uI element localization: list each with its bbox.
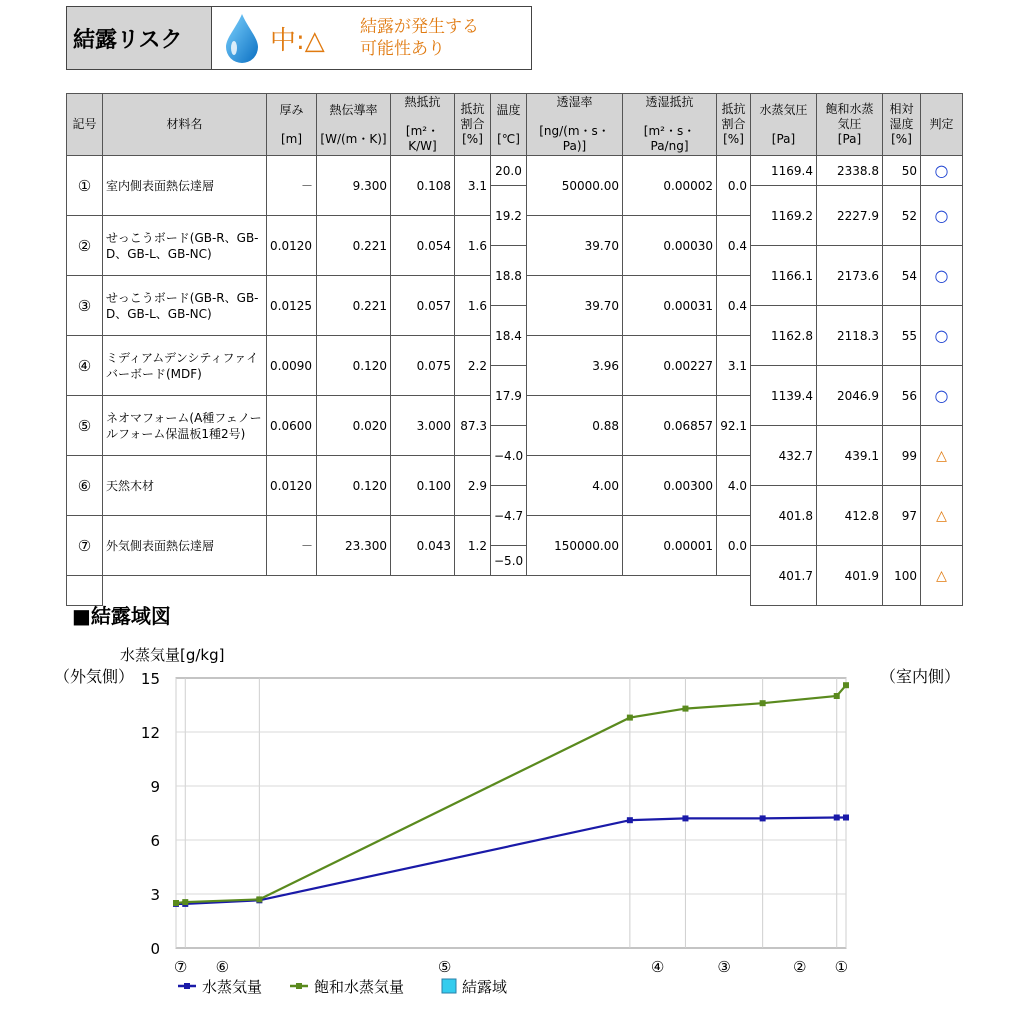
conductivity-cell: 0.120: [317, 456, 391, 516]
permeability-cell: 150000.00: [527, 516, 623, 576]
material-name: 室内側表面熱伝達層: [103, 156, 267, 216]
header-thickness: 厚み [m]: [267, 94, 317, 156]
judgement-cell: ○: [921, 246, 963, 306]
judgement-cell: △: [921, 546, 963, 606]
legend-vapor-marker: [184, 983, 190, 989]
condensation-chart: [0, 630, 1024, 1024]
temperature-cell: 18.8: [491, 246, 527, 306]
judgement-cell: ○: [921, 306, 963, 366]
moisture-resistance-cell: 0.00030: [623, 216, 717, 276]
risk-description: [360, 16, 479, 60]
indoor-side-label: （室内側）: [880, 667, 961, 686]
relative-humidity-cell: 100: [883, 546, 921, 606]
conductivity-cell: 0.221: [317, 276, 391, 336]
moisture-ratio-cell: 3.1: [717, 336, 751, 396]
header-relative-humidity: 相対湿度 [%]: [883, 94, 921, 156]
layer-label: ②: [792, 958, 807, 976]
resistance-ratio-cell: 1.6: [455, 216, 491, 276]
layer-label: ③: [717, 958, 731, 976]
vapor-pressure-cell: 1166.1: [751, 246, 817, 306]
resistance-ratio-cell: 2.2: [455, 336, 491, 396]
outdoor-side-label: （外気側）: [54, 667, 135, 686]
permeability-cell: 4.00: [527, 456, 623, 516]
material-name: 外気側表面熱伝達層: [103, 516, 267, 576]
saturated-point: [843, 682, 849, 688]
y-axis-label: 水蒸気量[g/kg]: [120, 646, 225, 664]
legend-saturated-marker: [296, 983, 302, 989]
moisture-resistance-cell: 0.00002: [623, 156, 717, 216]
relative-humidity-cell: 54: [883, 246, 921, 306]
layer-number: ④: [67, 336, 103, 396]
layer-table: [66, 93, 963, 636]
thermal-resistance-cell: 0.057: [391, 276, 455, 336]
saturated-point: [760, 700, 766, 706]
saturated-pressure-cell: 412.8: [817, 486, 883, 546]
header-vapor-pressure: 水蒸気圧 [Pa]: [751, 94, 817, 156]
vapor-pressure-cell: 1162.8: [751, 306, 817, 366]
y-tick-label: 15: [140, 670, 160, 688]
thickness-cell: 0.0125: [267, 276, 317, 336]
temperature-cell: 19.2: [491, 186, 527, 246]
saturated-point: [182, 899, 188, 905]
layer-number: ③: [67, 276, 103, 336]
risk-label: 結露リスク: [67, 7, 212, 69]
material-name: ミディアムデンシティファイバーボード(MDF): [103, 336, 267, 396]
moisture-ratio-cell: 4.0: [717, 456, 751, 516]
moisture-ratio-cell: 92.1: [717, 396, 751, 456]
thermal-resistance-cell: 0.075: [391, 336, 455, 396]
layer-label: ①: [834, 958, 849, 976]
judgement-cell: △: [921, 486, 963, 546]
thickness-cell: 0.0600: [267, 396, 317, 456]
vapor-point: [682, 815, 688, 821]
vapor-point: [843, 815, 849, 821]
moisture-resistance-cell: 0.00031: [623, 276, 717, 336]
saturated-pressure-cell: 2173.6: [817, 246, 883, 306]
water-drop-icon: [222, 12, 262, 64]
thickness-cell: －: [267, 156, 317, 216]
y-tick-label: 9: [150, 778, 160, 796]
moisture-resistance-cell: 0.06857: [623, 396, 717, 456]
moisture-ratio-cell: 0.4: [717, 276, 751, 336]
thermal-resistance-cell: 0.100: [391, 456, 455, 516]
vapor-pressure-cell: 401.8: [751, 486, 817, 546]
risk-body: [212, 7, 531, 69]
relative-humidity-cell: 99: [883, 426, 921, 486]
thermal-resistance-cell: 3.000: [391, 396, 455, 456]
vapor-pressure-cell: 401.7: [751, 546, 817, 606]
relative-humidity-cell: 97: [883, 486, 921, 546]
vapor-point: [834, 815, 840, 821]
y-tick-label: 3: [150, 886, 160, 904]
relative-humidity-cell: 50: [883, 156, 921, 186]
layer-number: ⑤: [67, 396, 103, 456]
resistance-ratio-cell: 2.9: [455, 456, 491, 516]
saturated-pressure-cell: 401.9: [817, 546, 883, 606]
moisture-resistance-cell: 0.00227: [623, 336, 717, 396]
conductivity-cell: 23.300: [317, 516, 391, 576]
temperature-cell: −4.0: [491, 426, 527, 486]
moisture-resistance-cell: 0.00001: [623, 516, 717, 576]
saturated-pressure-cell: 2338.8: [817, 156, 883, 186]
moisture-ratio-cell: 0.4: [717, 216, 751, 276]
permeability-cell: 0.88: [527, 396, 623, 456]
permeability-cell: 3.96: [527, 336, 623, 396]
plot-area: [176, 678, 846, 948]
y-tick-label: 12: [140, 724, 160, 742]
y-tick-label: 0: [150, 940, 160, 958]
resistance-ratio-cell: 1.6: [455, 276, 491, 336]
table-body: [67, 156, 963, 636]
resistance-ratio-cell: 3.1: [455, 156, 491, 216]
layer-number: ②: [67, 216, 103, 276]
legend-condensation-swatch: [442, 979, 456, 993]
thermal-resistance-cell: 0.108: [391, 156, 455, 216]
moisture-ratio-cell: 0.0: [717, 516, 751, 576]
layer-number: ①: [67, 156, 103, 216]
risk-level: 中:△: [270, 25, 325, 56]
thickness-cell: －: [267, 516, 317, 576]
y-tick-label: 6: [150, 832, 160, 850]
conductivity-cell: 9.300: [317, 156, 391, 216]
moisture-ratio-cell: 0.0: [717, 156, 751, 216]
permeability-cell: 50000.00: [527, 156, 623, 216]
moisture-resistance-cell: 0.00300: [623, 456, 717, 516]
vapor-point: [760, 815, 766, 821]
temperature-cell: 17.9: [491, 366, 527, 426]
header-material: 材料名: [103, 94, 267, 156]
vapor-pressure-cell: 1169.2: [751, 186, 817, 246]
conductivity-cell: 0.120: [317, 336, 391, 396]
saturated-pressure-cell: 2118.3: [817, 306, 883, 366]
material-name: ネオマフォーム(A種フェノールフォーム保温板1種2号): [103, 396, 267, 456]
saturated-pressure-cell: 2227.9: [817, 186, 883, 246]
temperature-cell: 20.0: [491, 156, 527, 186]
layer-label: ⑤: [437, 958, 452, 976]
thickness-cell: 0.0120: [267, 456, 317, 516]
temperature-cell: 18.4: [491, 306, 527, 366]
thickness-cell: 0.0090: [267, 336, 317, 396]
header-permeability: 透湿率 [ng/(m・s・Pa)]: [527, 94, 623, 156]
relative-humidity-cell: 55: [883, 306, 921, 366]
temperature-cell: −4.7: [491, 486, 527, 546]
vapor-pressure-cell: 1169.4: [751, 156, 817, 186]
header-judgement: 判定: [921, 94, 963, 156]
legend-condensation-label: 結露域: [462, 978, 508, 996]
judgement-cell: ○: [921, 186, 963, 246]
resistance-ratio-cell: 1.2: [455, 516, 491, 576]
header-conductivity: 熱伝導率 [W/(m・K)]: [317, 94, 391, 156]
header-thermal-resistance: 熱抵抗 [m²・K/W]: [391, 94, 455, 156]
saturated-pressure-cell: 2046.9: [817, 366, 883, 426]
material-name: せっこうボード(GB-R、GB-D、GB-L、GB-NC): [103, 216, 267, 276]
saturated-point: [834, 693, 840, 699]
judgement-cell: △: [921, 426, 963, 486]
legend-vapor-label: 水蒸気量: [202, 978, 263, 996]
relative-humidity-cell: 56: [883, 366, 921, 426]
header-resistance-ratio: 抵抗割合 [%]: [455, 94, 491, 156]
vapor-pressure-cell: 1139.4: [751, 366, 817, 426]
judgement-cell: ○: [921, 366, 963, 426]
layer-number: ⑦: [67, 516, 103, 576]
permeability-cell: 39.70: [527, 276, 623, 336]
relative-humidity-cell: 52: [883, 186, 921, 246]
table-header-row: [67, 94, 963, 156]
material-name: 天然木材: [103, 456, 267, 516]
judgement-cell: ○: [921, 156, 963, 186]
header-no: 記号: [67, 94, 103, 156]
risk-description-line2: 可能性あり: [360, 39, 445, 59]
conductivity-cell: 0.020: [317, 396, 391, 456]
thickness-cell: 0.0120: [267, 216, 317, 276]
layer-label: ④: [650, 958, 665, 976]
saturated-point: [173, 900, 179, 906]
temperature-cell: −5.0: [491, 546, 527, 576]
header-temperature: 温度 [℃]: [491, 94, 527, 156]
conductivity-cell: 0.221: [317, 216, 391, 276]
table-row: [67, 156, 963, 186]
saturated-point: [256, 896, 262, 902]
permeability-cell: 39.70: [527, 216, 623, 276]
saturated-pressure-cell: 439.1: [817, 426, 883, 486]
vapor-pressure-cell: 432.7: [751, 426, 817, 486]
thermal-resistance-cell: 0.043: [391, 516, 455, 576]
resistance-ratio-cell: 87.3: [455, 396, 491, 456]
legend-saturated-label: 飽和水蒸気量: [314, 978, 405, 996]
condensation-risk-box: [66, 6, 532, 70]
layer-label: ⑦: [173, 958, 188, 976]
layer-label: ⑥: [215, 958, 230, 976]
layer-number: ⑥: [67, 456, 103, 516]
vapor-point: [627, 817, 633, 823]
saturated-point: [627, 715, 633, 721]
material-name: せっこうボード(GB-R、GB-D、GB-L、GB-NC): [103, 276, 267, 336]
saturated-point: [682, 706, 688, 712]
header-saturated-pressure: 飽和水蒸気圧 [Pa]: [817, 94, 883, 156]
header-moisture-ratio: 抵抗割合 [%]: [717, 94, 751, 156]
header-moisture-resistance: 透湿抵抗 [m²・s・Pa/ng]: [623, 94, 717, 156]
thermal-resistance-cell: 0.054: [391, 216, 455, 276]
chart-title: ■結露域図: [72, 604, 171, 628]
risk-description-line1: 結露が発生する: [360, 17, 479, 37]
